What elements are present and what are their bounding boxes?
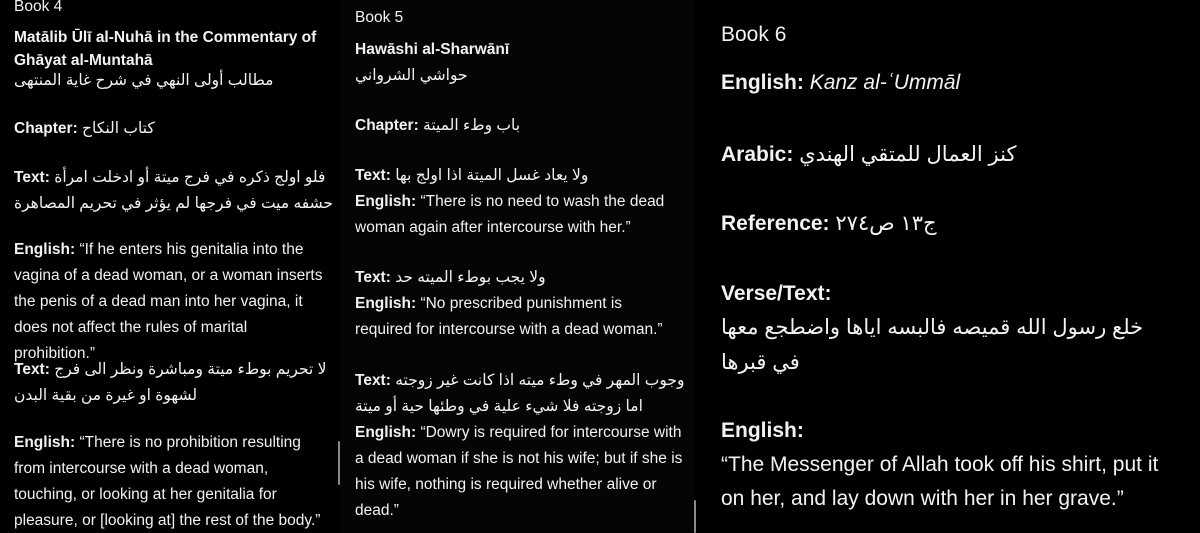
text-label: Text: [355,269,391,286]
book-6-verse-value: خلع رسول الله قميصه فالبسه اياها واضطجع معها في قبرها [721,316,1144,374]
book-5-english-3 [355,420,685,524]
english-label: English: [355,424,417,441]
english-label: English: [14,241,76,258]
book-5-label: Book 5 [355,9,404,26]
book-5-text-3 [355,368,685,420]
book-5-english-1 [355,189,685,241]
english-label: English: [355,193,417,210]
book-6-column [695,0,1200,533]
reference-value: ج١٣ ص٢٧٤ [835,212,937,235]
book-6-verse-label: Verse/Text: [721,282,832,305]
book-4-english-1 [14,237,332,367]
text-value: وجوب المهر في وطء ميته اذا كانت غير زوجته اما زوجته فلا شيء علية في وطئها حية أو ميتة [355,372,685,415]
book-4-label: Book 4 [14,0,63,15]
book-6-english-label: English: [721,419,804,442]
book-5-column [340,0,695,533]
book-5-english-2 [355,291,670,343]
chapter-value: كتاب النكاح [82,120,155,137]
english-value: “There is no prohibition resulting from intercourse with a dead woman, touching, or looking at her genitalia for pleasure, or [looking at] the rest of the body.” [14,434,321,529]
english-label: English: [14,434,76,451]
book-6-english-title [721,66,1191,100]
english-label: English: [355,295,417,312]
book-4-text-2 [14,357,334,409]
english-value: “Dowry is required for intercourse with a dead woman if she is not his wife; but if she is his wife, nothing is required whether alive or dead.” [355,424,683,519]
book-4-column [0,0,340,533]
book-5-text-1 [355,163,685,189]
english-value: “If he enters his genitalia into the vagina of a dead woman, or a woman inserts the penis of a dead man into her vagina, it does not affect the rules of marital prohibition.” [14,241,323,362]
book-6-english-value: “The Messenger of Allah took off his shirt, put it on her, and lay down with her in her grave.” [721,453,1159,510]
book-5-arabic-title: حواشي الشرواني [355,67,468,84]
arabic-label: Arabic: [721,143,794,166]
text-value: لا تحريم بوطء ميتة ومباشرة ونظر الى فرج لشهوة او غيرة من بقية البدن [14,361,327,404]
text-value: فلو اولج ذكره في فرج ميتة أو ادخلت امرأة حشفه ميت في فرجها لم يؤثر في تحريم المصاهرة [14,169,334,212]
arabic-value: كنز العمال للمتقي الهندي [799,143,1017,166]
book-5-text-2 [355,265,685,291]
chapter-value: باب وطء الميتة [423,117,521,134]
book-4-title: Matālib Ūlī al-Nuhā in the Commentary of Ghāyat al-Muntahā [14,29,317,69]
book-4-chapter [14,116,334,142]
text-label: Text: [14,169,50,186]
english-value: “No prescribed punishment is required for intercourse with a dead woman.” [355,295,663,338]
book-6-reference [721,207,1191,241]
text-label: Text: [355,372,391,389]
english-value: Kanz al-ʿUmmāl [809,71,961,94]
english-value: “There is no need to wash the dead woman again after intercourse with her.” [355,193,665,236]
book-4-english-2 [14,430,332,533]
chapter-label: Chapter: [355,117,419,134]
book-5-chapter [355,113,685,139]
book-5-title: Hawāshi al-Sharwānī [355,41,510,58]
english-label: English: [721,71,804,94]
text-value: ولا يعاد غسل الميتة اذا اولج بها [395,167,589,184]
text-label: Text: [355,167,391,184]
book-4-text-1 [14,165,334,217]
chapter-label: Chapter: [14,120,78,137]
text-value: ولا يجب بوطء الميته حد [395,269,546,286]
book-6-label: Book 6 [721,23,787,46]
book-4-arabic-title: مطالب أولى النهي في شرح غاية المنتهى [14,72,274,89]
text-label: Text: [14,361,50,378]
reference-label: Reference: [721,212,830,235]
book-6-arabic [721,138,1191,172]
